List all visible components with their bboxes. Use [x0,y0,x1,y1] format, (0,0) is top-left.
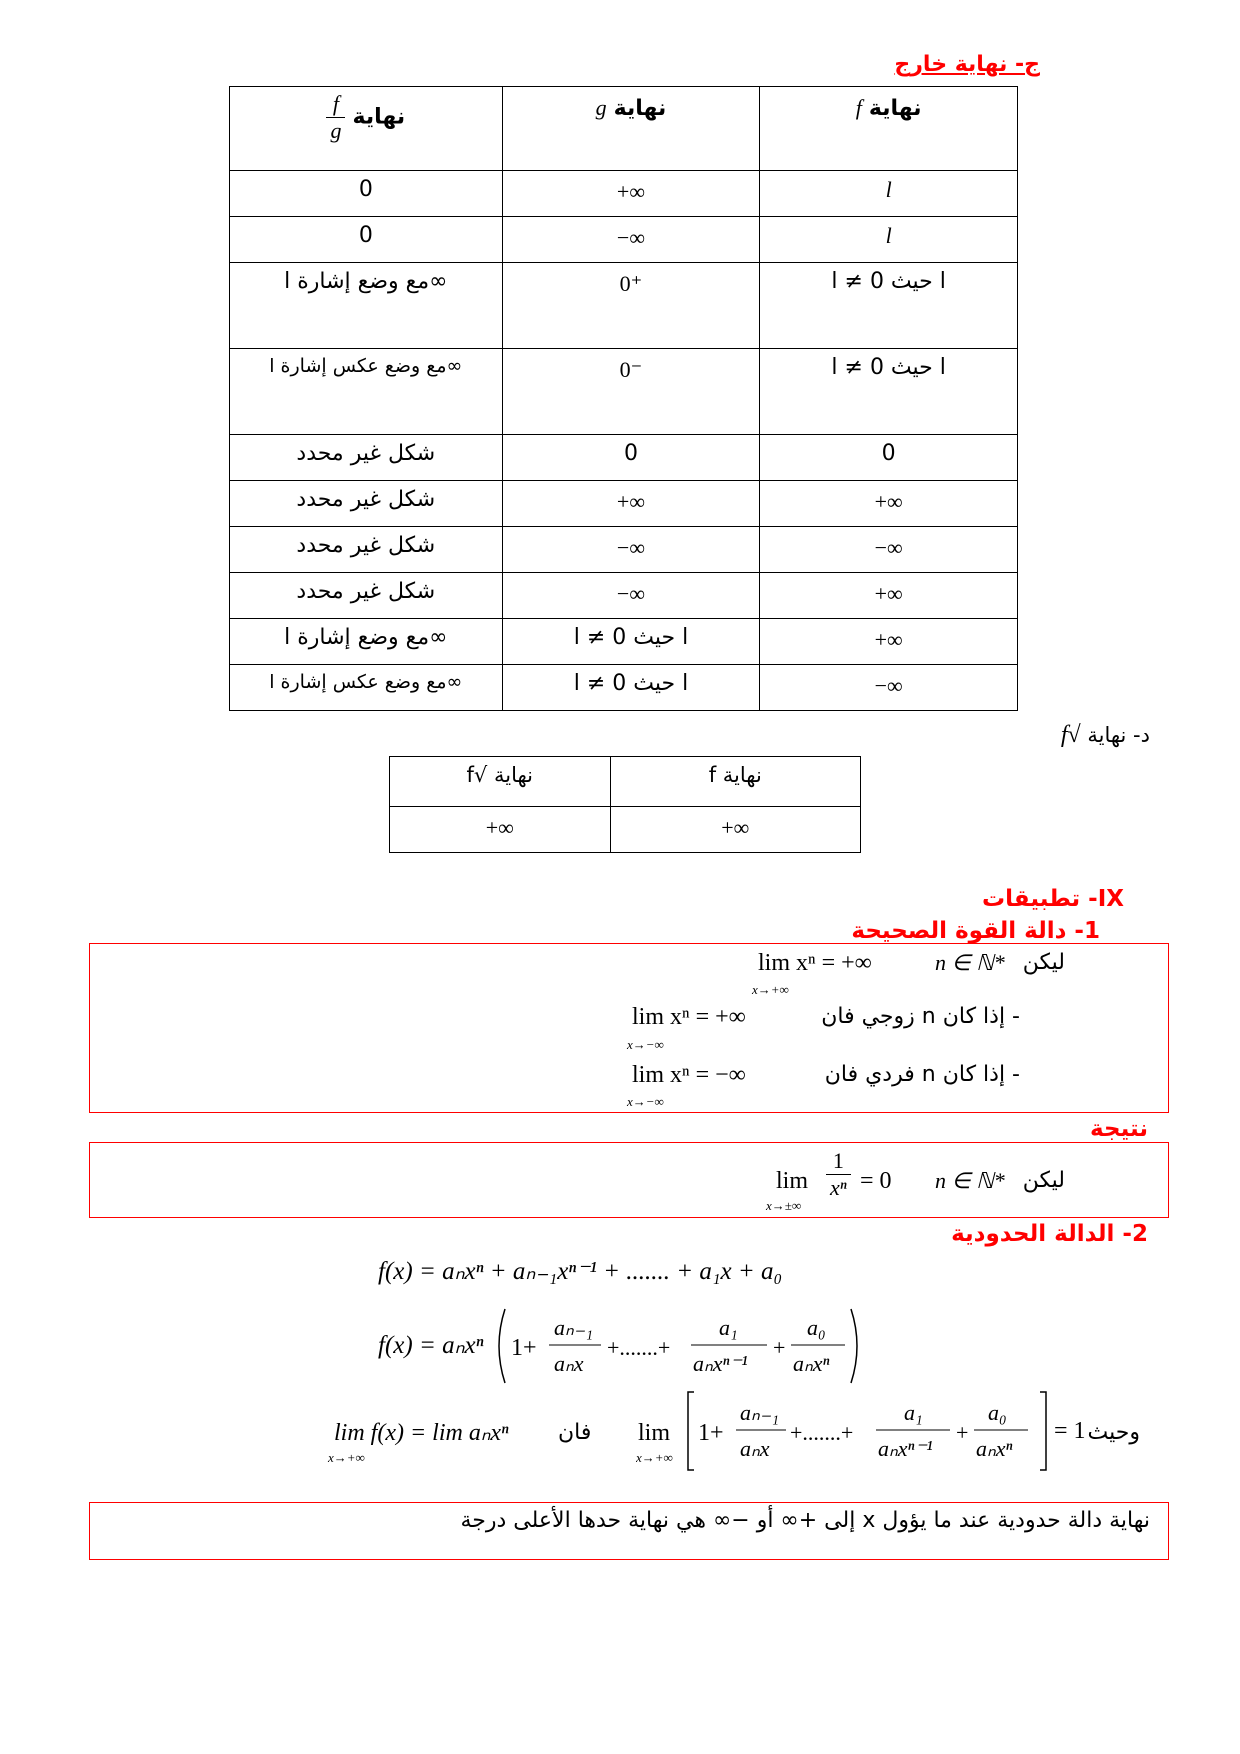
polynomial-eq3-then: فان [558,1420,592,1445]
result-title: نتيجة [1090,1116,1148,1142]
polynomial-limit-bracket-expression [636,1388,1056,1474]
power-formula-1: lim xⁿ = +∞ [758,950,872,976]
svg-text:+: + [956,1420,969,1445]
polynomial-eq1: f(x) = aₙxⁿ + aₙ₋₁xⁿ⁻¹ + ....... + a₁x + a₀ [378,1258,783,1285]
result-rhs: = 0 [860,1168,892,1194]
table-header-row [230,87,1018,171]
table-row: ∞مع وضع عكس إشارة l l حيث l ≠ 0 −∞ [230,665,1018,711]
power-sub-2: x→−∞ [627,1037,664,1052]
table-row: 0 +∞ l [230,171,1018,217]
result-cond: n ∈ ℕ* [935,1168,1005,1193]
svg-text:a₀: a₀ [807,1315,827,1340]
svg-text:aₙxⁿ⁻¹: aₙxⁿ⁻¹ [693,1351,749,1376]
power-sub-1: x→+∞ [752,982,789,997]
polynomial-factored-expression [491,1305,921,1387]
svg-text:aₙxⁿ⁻¹: aₙxⁿ⁻¹ [878,1436,933,1461]
power-cond: n ∈ ℕ* [935,950,1005,975]
power-function-title: 1- دالة القوة الصحيحة [851,918,1100,944]
section-ix-title: IX- تطبيقات [982,886,1124,912]
header-g: g نهاية [502,87,760,171]
table-row: ∞مع وضع عكس إشارة l 0⁻ l حيث l ≠ 0 [230,349,1018,435]
svg-text:x→+∞: x→+∞ [636,1450,673,1465]
result-fraction: $\frac{1}{\text{xⁿ}}$ [826,1148,851,1201]
svg-text:1+: 1+ [511,1335,537,1361]
result-label: ليكن [1022,1168,1065,1193]
header-f: نهاية f [610,757,860,807]
result-box [89,1142,1169,1218]
polynomial-eq3-result: lim f(x) = lim aₙxⁿ [334,1420,509,1446]
polynomial-eq3-bracket [636,1388,1056,1478]
table-row: شكل غير محدد 0 0 [230,435,1018,481]
result-sub: x→±∞ [766,1198,802,1213]
power-line-3: - إذا كان n فردي فان [824,1062,1020,1087]
svg-text:a₀: a₀ [988,1400,1007,1425]
svg-text:+.......+: +.......+ [790,1420,854,1445]
sqrt-limits-table [389,756,861,853]
table-row: شكل غير محدد +∞ +∞ [230,481,1018,527]
svg-text:aₙx: aₙx [554,1351,584,1376]
svg-text:a₁: a₁ [904,1400,923,1425]
svg-text:+: + [773,1335,786,1360]
svg-text:aₙxⁿ: aₙxⁿ [976,1436,1013,1461]
conclusion-text: نهاية دالة حدودية عند ما يؤول x إلى +∞ أو −∞ هي نهاية حدها الأعلى درجة [460,1508,1150,1533]
section-c-title: ج- نهاية خارج [894,52,1040,77]
polynomial-title: 2- الدالة الحدودية [951,1221,1148,1247]
table-row: ∞مع وضع إشارة l 0⁺ l حيث l ≠ 0 [230,263,1018,349]
svg-text:a₁: a₁ [719,1315,739,1340]
table-row: شكل غير محدد −∞ +∞ [230,573,1018,619]
svg-text:aₙ₋₁: aₙ₋₁ [554,1315,594,1340]
result-lim: lim [776,1168,809,1194]
table-row: +∞ +∞ [390,807,861,853]
header-f: f نهاية [760,87,1018,171]
power-formula-2: lim xⁿ = +∞ [632,1004,746,1030]
table-row: شكل غير محدد −∞ −∞ [230,527,1018,573]
header-fg: $\frac{f}{g}$ نهاية [230,87,503,171]
svg-text:1+: 1+ [698,1420,724,1446]
polynomial-eq2: f(x) = aₙxⁿ 1+ aₙ₋₁ aₙx +.......+ a₁ aₙxⁿ⁻¹ + a₀ aₙxⁿ [378,1305,921,1387]
section-d-title: د- نهاية √f [1060,722,1150,748]
svg-text:+.......+: +.......+ [607,1335,671,1360]
svg-text:aₙxⁿ: aₙxⁿ [793,1351,830,1376]
polynomial-eq3-sub: x→+∞ [328,1450,365,1465]
header-sqrt: نهاية √f [390,757,611,807]
power-formula-3: lim xⁿ = −∞ [632,1062,746,1088]
table-row: 0 −∞ l [230,217,1018,263]
table-row: ∞مع وضع إشارة l l حيث l ≠ 0 +∞ [230,619,1018,665]
power-line-2: - إذا كان n زوجي فان [821,1004,1020,1029]
polynomial-eq3-eq1: = 1 [1054,1418,1086,1444]
polynomial-eq3-since: وحيث [1087,1420,1140,1445]
svg-text:aₙ₋₁: aₙ₋₁ [740,1400,780,1425]
svg-text:lim: lim [638,1420,671,1446]
quotient-limits-table [229,86,1018,711]
svg-text:aₙx: aₙx [740,1436,770,1461]
power-line-1: ليكن [1022,950,1065,975]
power-sub-3: x→−∞ [627,1094,664,1109]
